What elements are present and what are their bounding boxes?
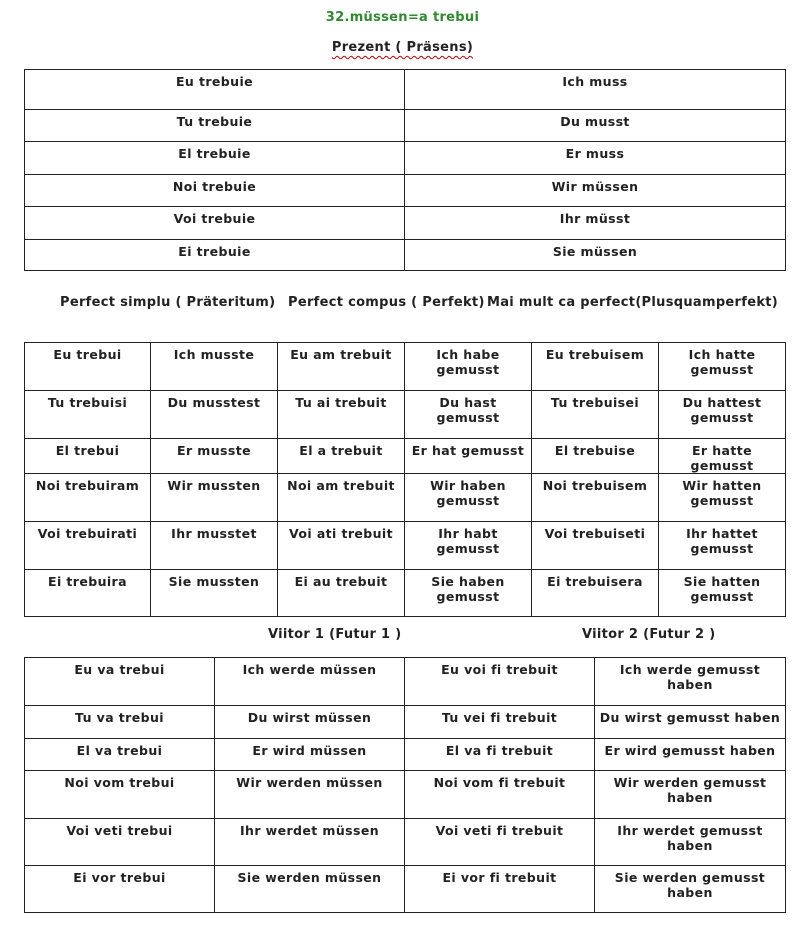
table-row — [25, 570, 786, 617]
table-cell: Tu trebuisei — [532, 391, 659, 439]
table-cell: Er hat gemusst — [405, 439, 532, 474]
table-row — [25, 207, 786, 240]
table-row — [25, 391, 786, 439]
table-cell: Eu trebuisem — [532, 343, 659, 391]
futur2-heading: Viitor 2 (Futur 2 ) — [582, 627, 716, 642]
table-cell: Tu trebuie — [25, 110, 405, 142]
table-cell: El trebuise — [532, 439, 659, 474]
past-tense-headings — [0, 295, 805, 313]
table-cell: Er wird müssen — [215, 739, 405, 771]
table-row — [25, 706, 786, 739]
table-cell: Ich hatte gemusst — [659, 343, 786, 391]
table-cell: Ich muss — [405, 70, 786, 110]
table-cell: Tu ai trebuit — [278, 391, 405, 439]
table-cell: Ich musste — [151, 343, 278, 391]
table-cell: Noi vom fi trebuit — [405, 771, 595, 819]
table-cell: Ich werde gemusst haben — [595, 658, 786, 706]
table-cell: Wir hatten gemusst — [659, 474, 786, 522]
table-cell: Ihr habt gemusst — [405, 522, 532, 570]
table-cell: Wir haben gemusst — [405, 474, 532, 522]
table-cell: Du musst — [405, 110, 786, 142]
table-cell: Noi trebuiram — [25, 474, 151, 522]
table-cell: Voi trebuirati — [25, 522, 151, 570]
table-cell: Ei au trebuit — [278, 570, 405, 617]
perfekt-heading: Perfect compus ( Perfekt) — [288, 295, 485, 310]
table-row — [25, 819, 786, 866]
table-row — [25, 474, 786, 522]
table-row — [25, 739, 786, 771]
table-cell: El a trebuit — [278, 439, 405, 474]
table-cell: El trebuie — [25, 142, 405, 175]
table-cell: El trebui — [25, 439, 151, 474]
table-row — [25, 771, 786, 819]
table-cell: Ihr musstet — [151, 522, 278, 570]
plusquamperfekt-heading: Mai mult ca perfect(Plusquamperfekt) — [487, 295, 779, 310]
table-cell: Ihr werdet gemusst haben — [595, 819, 786, 866]
table-cell: Er wird gemusst haben — [595, 739, 786, 771]
table-cell: Ei vor trebui — [25, 866, 215, 913]
table-cell: Ihr müsst — [405, 207, 786, 240]
table-cell: Ei trebuisera — [532, 570, 659, 617]
table-cell: Du wirst gemusst haben — [595, 706, 786, 739]
table-cell: Sie werden müssen — [215, 866, 405, 913]
futur1-heading: Viitor 1 (Futur 1 ) — [268, 627, 402, 642]
table-cell: Voi ati trebuit — [278, 522, 405, 570]
table-cell: Eu trebuie — [25, 70, 405, 110]
table-cell: El va fi trebuit — [405, 739, 595, 771]
table-row — [25, 658, 786, 706]
table-cell: Ei trebuie — [25, 240, 405, 271]
table-row — [25, 866, 786, 913]
table-cell: Ich habe gemusst — [405, 343, 532, 391]
past-tenses-table — [24, 342, 786, 617]
table-cell: Noi am trebuit — [278, 474, 405, 522]
table-cell: Wir werden müssen — [215, 771, 405, 819]
table-cell: Tu trebuisi — [25, 391, 151, 439]
table-cell: Noi trebuie — [25, 175, 405, 207]
table-row — [25, 240, 786, 271]
table-cell: Sie müssen — [405, 240, 786, 271]
table-cell: Eu am trebuit — [278, 343, 405, 391]
futur-table — [24, 657, 786, 913]
table-cell: Sie haben gemusst — [405, 570, 532, 617]
table-row — [25, 522, 786, 570]
praeteritum-heading: Perfect simplu ( Präteritum) — [60, 295, 276, 310]
table-cell: Eu trebui — [25, 343, 151, 391]
table-row — [25, 142, 786, 175]
prezent-heading-text: Prezent ( Präsens) — [331, 40, 474, 55]
table-cell: Wir mussten — [151, 474, 278, 522]
table-cell: Du hast gemusst — [405, 391, 532, 439]
table-cell: El va trebui — [25, 739, 215, 771]
page-title: 32.müssen=a trebui — [325, 10, 480, 25]
table-cell: Wir müssen — [405, 175, 786, 207]
table-cell: Ihr hattet gemusst — [659, 522, 786, 570]
table-cell: Eu voi fi trebuit — [405, 658, 595, 706]
table-cell: Noi vom trebui — [25, 771, 215, 819]
table-cell: Voi veti trebui — [25, 819, 215, 866]
table-cell: Sie mussten — [151, 570, 278, 617]
table-row — [25, 343, 786, 391]
table-cell: Ei vor fi trebuit — [405, 866, 595, 913]
table-cell: Eu va trebui — [25, 658, 215, 706]
table-cell: Ei trebuira — [25, 570, 151, 617]
table-cell: Ihr werdet müssen — [215, 819, 405, 866]
table-cell: Ich werde müssen — [215, 658, 405, 706]
table-row — [25, 70, 786, 110]
table-cell: Tu vei fi trebuit — [405, 706, 595, 739]
table-row — [25, 439, 786, 474]
table-cell: Noi trebuisem — [532, 474, 659, 522]
table-cell: Er muss — [405, 142, 786, 175]
prezent-table — [24, 69, 786, 271]
table-cell: Du wirst müssen — [215, 706, 405, 739]
table-cell: Voi trebuiseti — [532, 522, 659, 570]
table-cell: Er musste — [151, 439, 278, 474]
table-row — [25, 175, 786, 207]
prezent-heading — [0, 40, 805, 55]
table-cell: Du hattest gemusst — [659, 391, 786, 439]
futur-headings — [0, 627, 805, 645]
table-cell: Er hatte gemusst — [659, 439, 786, 474]
table-cell: Du musstest — [151, 391, 278, 439]
table-cell: Voi veti fi trebuit — [405, 819, 595, 866]
table-cell: Sie werden gemusst haben — [595, 866, 786, 913]
table-cell: Voi trebuie — [25, 207, 405, 240]
table-cell: Sie hatten gemusst — [659, 570, 786, 617]
table-row — [25, 110, 786, 142]
table-cell: Wir werden gemusst haben — [595, 771, 786, 819]
table-cell: Tu va trebui — [25, 706, 215, 739]
